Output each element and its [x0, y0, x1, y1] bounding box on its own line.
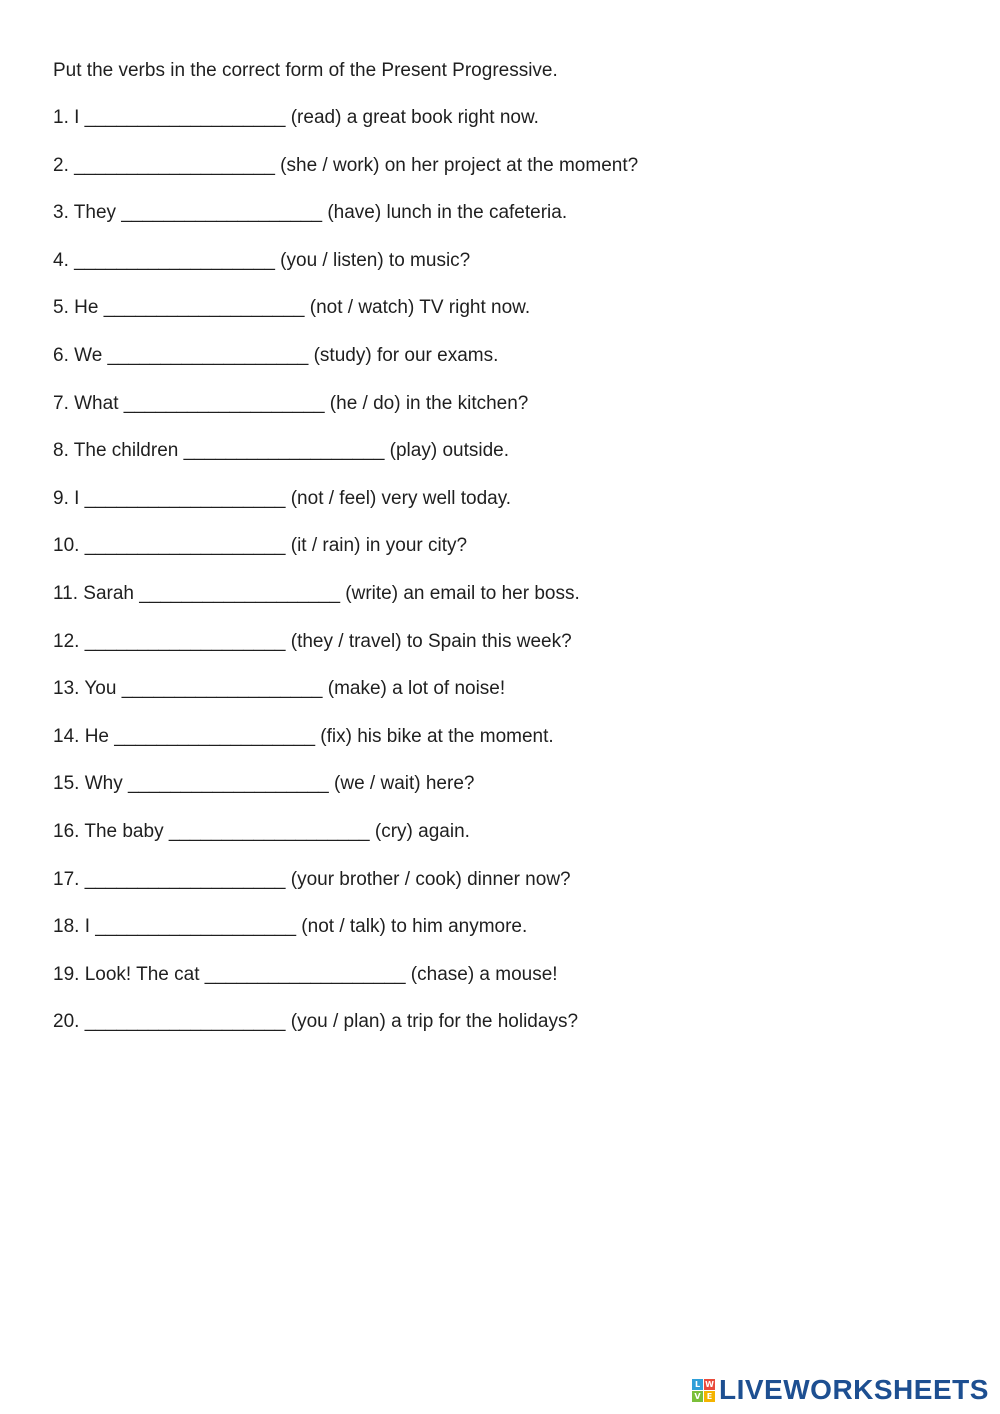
exercise-item: 18. I ___________________ (not / talk) to him anymore. — [53, 916, 528, 938]
logo-cell: W — [705, 1379, 714, 1389]
exercise-item: 14. He ___________________ (fix) his bike at the moment. — [53, 725, 554, 747]
instructions: Put the verbs in the correct form of the Present Progressive. — [53, 60, 558, 81]
exercise-item: 1. I ___________________ (read) a great book right now. — [53, 107, 539, 128]
exercise-item: 9. I ___________________ (not / feel) very well today. — [53, 487, 512, 509]
exercise-list — [53, 106, 638, 1058]
exercise-item: 4. ___________________ (you / listen) to music? — [53, 249, 471, 271]
logo-grid-icon — [692, 1379, 715, 1402]
exercise-item: 19. Look! The cat ___________________ (chase) a mouse! — [53, 963, 558, 985]
exercise-item: 13. You ___________________ (make) a lot of noise! — [53, 678, 506, 700]
logo-cell: V — [692, 1391, 703, 1402]
logo-cell: E — [704, 1391, 715, 1402]
exercise-item: 5. He ___________________ (not / watch) TV right now. — [53, 297, 531, 319]
exercise-item: 8. The children ___________________ (play) outside. — [53, 440, 509, 462]
exercise-item: 12. ___________________ (they / travel) to Spain this week? — [53, 630, 572, 652]
logo-text: LIVEWORKSHEETS — [719, 1374, 989, 1405]
exercise-item: 17. ___________________ (your brother / cook) dinner now? — [53, 868, 571, 890]
exercise-item: 15. Why ___________________ (we / wait) here? — [53, 773, 475, 795]
exercise-item: 11. Sarah ___________________ (write) an email to her boss. — [53, 582, 580, 604]
exercise-item: 2. ___________________ (she / work) on her project at the moment? — [53, 154, 639, 176]
logo-cell: L — [692, 1379, 703, 1390]
exercise-item: 6. We ___________________ (study) for our exams. — [53, 344, 499, 366]
liveworksheets-logo[interactable] — [692, 1374, 989, 1406]
exercise-item: 20. ___________________ (you / plan) a trip for the holidays? — [53, 1011, 579, 1033]
exercise-item: 10. ___________________ (it / rain) in your city? — [53, 535, 468, 557]
exercise-item: 3. They ___________________ (have) lunch in the cafeteria. — [53, 202, 568, 224]
exercise-item: 7. What ___________________ (he / do) in the kitchen? — [53, 392, 529, 414]
exercise-item: 16. The baby ___________________ (cry) again. — [53, 820, 470, 842]
